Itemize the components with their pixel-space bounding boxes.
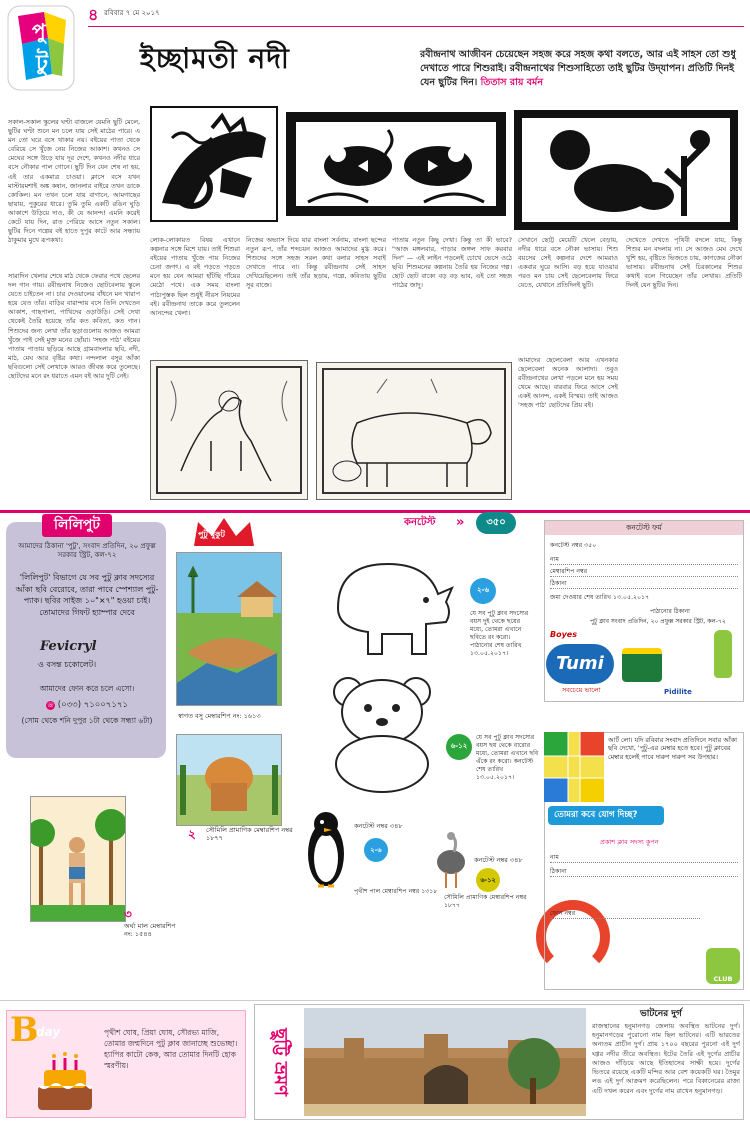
crown-label: পুটু মুকুট [198,530,225,539]
drawing-2 [176,734,282,826]
form-send-label: পাঠানোর ঠিকানা [650,608,690,615]
tumi-logo: Tumi [546,644,614,684]
article-col-7: আমাদের ছেলেবেলা আর এখনকার ছেলেবেলা অনেক আলাদা। তবুও রবীন্দ্রনাথের লেখা পড়লে মনে হয় সময় থেমে আছে। বারবার ফিরে আসে সেই একই আনন্দ, একই বিস্ময়। তাই আজও 'সহজ পাঠ' ছোটদের প্রিয় বই। [518,356,618,410]
travel-title: ভাটনের দুর্গ [640,1009,682,1019]
q1-text: যে সব পুটু ক্লাব সদস্যের বয়স দুই থেকে ছয়ের মধ্যে, তোমরা এখানে ছবিতে রং করো। পাঠানোর শেষ তারিখ ১৩.০৫.২০১৭। [470,610,529,658]
woodcut-birds [286,112,506,216]
fevicryl-logo: Fevicryl [40,639,97,654]
q2-text: যে সব পুটু ক্লাব সদস্যের বয়স ছয় থেকে বারোর মধ্যে, তোমরা এখানে ছবি এঁকে রং করো। কনটেস্ট শেষ তারিখ ১৩.০৫.২০১৭। [476,734,539,782]
article-intro: রবীন্দ্রনাথ আজীবন চেয়েছেন সহজ করে সহজ কথা বলতে, আর এই সাহস তো শুধু দেখাতে পারে শিশুরাই। রবীন্দ্রনাথের শিশুসাহিত্যে তাই ছুটির উদ্‌যাপন। প্রতিটি দিনই যেন ছুটির দিন। তিতাস রায় বর্মন [420,49,736,88]
bday-text: পৃথীশ ঘোষ, প্রিয়া ঘোষ, সৌরভ্য মাজি, তোমার জন্মদিনে পুটু ক্লাব জানাচ্ছে শুভেচ্ছা। হ্যাপির কাটো কেক, আর তোমার দিনটি হোক স্মরণীয়। [104,1028,238,1070]
drawing-3-number: ৩ [124,907,132,921]
club-address-field[interactable]: ঠিকানা [550,868,738,877]
lilliput-phone [14,700,160,711]
club-coupon: প্রকাশ ক্লাব সদস্য কুপন [600,838,659,846]
contest-number: ৩৫০ [476,512,516,534]
putu-logo [6,4,76,92]
result-2-label: কনটেস্ট নম্বর ৩৪৮ [474,856,523,864]
header [0,0,750,100]
article-author: তিতাস রায় বর্মন [480,76,544,88]
lilliput-call: আমাদের ফোন করে চলে এসো। [39,684,135,693]
travel-body: রাজস্থানের হনুমানগড় জেলায় অবস্থিত ভাটনের দুর্গ। হনুমানগড়ের পুরোনো নাম ছিল ভাটনের। এটি ভারতের অন্যতম প্রাচীন দুর্গ। প্রায় ১৭০০ বছরের পুরনো এই দুর্গ ঘগ্গর নদীর তীরে অবস্থিত। ইটের তৈরি এই দুর্গের প্রাচীর আজও দাঁড়িয়ে আছে ইতিহাসের সাক্ষী হয়ে। দুর্গের ভিতরে রয়েছে একটি মন্দির আর বেশ কয়েকটি ঘর। তৈমুর লঙ এই দুর্গ আক্রমণ করেছিলেন। পরে বিকানেরের রাজা এটি দখল করেন এবং দুর্গের নাম রাখেন হনুমানগড়। [592,1022,740,1095]
form-name[interactable]: নাম [550,556,738,565]
article-col-5: পাতায় নতুন কিছু দেখা। কিন্তু তা কী ভাবে? "আজ মঙ্গলবার, পাড়ার জঙ্গল সাফ করবার দিন" — এই লাইন পড়লেই চোখে ভেসে ওঠে ছবি। শিশুমনের কল্পনায় তৈরি হয় নিজের গল্প। ছোট ছোট বাক্যে বড় বড় ভাব, এই তো সহজ পাঠের জাদু। [392,236,512,290]
article-col-8: দেখেতে দেখতে পৃথিবী বদলে যায়, কিন্তু শিশুর মন বদলায় না। সে আজও মেঘ দেখে খুশি হয়, বৃষ্টিতে ভিজতে চায়, কাগজের নৌকা ভাসায়। রবীন্দ্রনাথ সেই চিরকালের শিশুর কথাই বলে গিয়েছেন তাঁর লেখায়। প্রতিটি দিনই যেন ছুটির দিন। [626,236,742,290]
glue-bottle-icon [714,630,732,678]
drawing-3-caption: অর্ঘ্য মাল মেম্বারশিপ নং: ১৫৪৪ [124,922,176,939]
svg-text:পু: পু [32,19,46,43]
coloring-rhino [318,548,458,662]
lilliput-body: 'লিলিপুট' বিভাগে যে সব পুটু ক্লাব সদস্যের আঁকা ছবি বেরোবে, তারা পাবে স্পেশ্যাল পুটু-প্যাক। ছবির সাইজ ১০"×৭" হওয়া চাই। তোমাদের গিফট হ্যাম্পার দেবে [15,573,159,617]
pidilite-logo: Pidilite [664,688,692,696]
lilliput-title: লিলিপুট [42,514,112,537]
club-body: আর্ট লো। যদি রবিবার সংবাদ প্রতিদিনে সবার আঁকা ছবি দেখো, 'পুটু-এর মেম্বার হতে হবে। পুটু ক্লাবের মেম্বার হলেই পাবে দারুণ দারুণ সব উপহার। [608,736,737,761]
club-question: তোমরা কবে যোগ দিচ্ছ? [548,806,664,825]
drawing-1-caption: স্বাগত বসু মেম্বারশিপ নং: ১৬১৩ [178,712,261,720]
tumi-tagline: সবচেয়ে ভালো [562,686,601,694]
club-logo: CLUB [706,948,740,984]
lilliput-phone-number: (০৩৩) ৭১০০৭১৭১ [57,700,128,710]
article-col-6: সেখানে ছোট্ট মেয়েটি খেলে বেড়ায়, নদীর ধারে বসে নৌকা ভাসায়। শিশু বয়সের সেই কল্পনার দেশে আমরাও একবার ঘুরে আসি। বড় হয়ে যাওয়ার পরও মন চায় সেই ছেলেবেলায় ফিরে যেতে, যেখানে প্রতিদিনই ছুটি। [518,236,618,290]
woodcut-child [514,106,738,234]
drawing-3 [30,796,126,922]
article-col-2: সারাদিন খেলার শেষে মাঠ থেকে ফেরার পথে ছেলের দল গান গায়। রবীন্দ্রনাথ নিজেও ছোটবেলায় স্কুলে যেতে চাইতেন না। চার দেওয়ালের বাঁধনে মন খারাপ হয়ে যেত তাঁর। বাড়ির বারান্দায় বসে তিনি দেখতেন আকাশ, গাছপালা, পাখিদের ওড়াউড়ি। সেই দেখা থেকেই তৈরি হয়েছে তাঁর কত কবিতা, কত গান। শিশুদের জন্য লেখা তাঁর ছড়াগুলোয় আজও আমরা খুঁজে পাই সেই মুক্ত মনের ছোঁয়া। 'সহজ পাঠ' বইয়ের পাতায় পাতায় ছড়িয়ে আছে গ্রামবাংলার ছবি, নদী, মাঠ, মেঘ আর বৃষ্টির কথা। নন্দলাল বসুর আঁকা ছবিগুলো সেই লেখাকে আরও জীবন্ত করে তুলেছে। ছোটদের মনে রং ধরাতে এমন বই আর দুটি নেই। [8,272,140,381]
article-col-1: সকাল-সকাল স্কুলের ঘণ্টা বাজলে যেমনি ছুটি মেলে, ছুটির ঘণ্টা শুনে মন চলে যায় সেই মাঠের পারে। এ মন তো ঘরে বসে থাকার নয়। বইয়ের পাতা থেকে বেরিয়ে সে খুঁজে নেয় নিজের আকাশ। কখনও সে মেঘের সঙ্গে উড়ে যায় দূর দেশে, কখনও নদীর ধারে বসে নৌকার পাল গোনে। ছুটি দিন যেন শেষ না হয়, এই তার একমাত্র চাওয়া। ক্লাসে বসে যখন মাস্টারমশাই অঙ্ক কষান, জানলার বাইরে তখন ডাকে কোকিল। মন তখন চলে যায় বাগানে, আমগাছের ছায়ায়, পুকুরের ধারে। তুমি তুমি একটি রঙিন ঘুড়ি আকাশে উড়িয়ে দাও, কী যে আনন্দ! এমনি করেই কেটে যায় দিন, রাত পেরিয়ে আসে নতুন সকাল। ছুটির দিনে গল্পের বই হাতে দুপুর কাটে আর সন্ধ্যায় ঠাকুমার মুখে রূপকথা। [8,118,140,245]
ostrich-drawing [434,832,468,890]
cake-icon [30,1046,100,1114]
ludo-board-icon [544,732,604,802]
form-deadline: জমা দেওয়ার শেষ তারিখ ১৩.০৫.২০১৭ [550,594,650,601]
phone-icon: ☏ [46,702,55,709]
q1-badge: ২-৬ [470,578,496,604]
sketch-deer [150,360,308,500]
form-send-address: পুটু ক্লাব সংবাদ প্রতিদিন, ২০ প্রফুল্ল সরকার স্ট্রিট, কল-৭২ [590,618,726,625]
bday-letter-b: B [10,1010,39,1050]
form-contest-no: কনটেস্ট নম্বর ৩৫০ [550,542,597,549]
lilliput-hours: (সোম থেকে শনি দুপুর ১টা থেকে সন্ধ্যা ৬টা) [21,716,153,725]
footer-rule [0,1000,750,1001]
result-2-badge: ৬-১২ [476,868,500,892]
q2-badge: ৬-১২ [446,734,472,760]
coloring-bear [320,668,444,796]
page-date: রবিবার ৭ মে ২০১৭ [104,9,160,17]
fevicryl-jar-icon [622,648,662,682]
header-rule [88,26,744,27]
lilliput-chocolate: ও বসন্ত চকোলেট। [38,660,97,669]
boyes-logo: Boyes [550,630,577,639]
contest-arrow-icon: » [456,515,465,530]
form-member[interactable]: মেম্বারশিপ নম্বর [550,568,738,577]
article-col-3: লোক-লোকায়ত বিষয় এখানে কল্পনার সঙ্গে মিশে যায়। তাই শিশুরা বইয়ের পাতায় খুঁজে পায় নিজের চেনা জগৎ। এ বই পড়তে পড়তে মনে হয় যেন আমরা হাঁটছি গাঁয়ের মেঠো পথে। এক সময় বাংলা পাঠ্যপুস্তক ছিল শুধুই নীরস নিয়মের বই। রবীন্দ্রনাথ তাকে করে তুললেন আনন্দের খেলা। [150,236,240,317]
lilliput-address: আমাদের ঠিকানা 'পুটু', সংবাদ প্রতিদিন, ২০ প্রফুল্ল সরকার স্ট্রিট, কল-৭২ [18,542,156,560]
article-col-4: নিজের অভ্যাস দিয়ে যার বাংলা সর্বনাম, বাংলা ছন্দের নতুন রূপ, তাঁর শব্দচয়ন আজও আমাদের মুগ্ধ করে। শিশুদের সঙ্গে সহজ সরল কথা বলার সাহস সবাই দেখাতে পারে না। কিন্তু রবীন্দ্রনাথ সেই সাহস দেখিয়েছিলেন। তাই তাঁর ছড়ায়, গল্পে, কবিতায় ছুটির সুর বাজে। [246,236,386,290]
page-number: ৪ [88,5,99,24]
drawing-2-caption: সৌমিলি প্রামাণিক মেম্বারশিপ নম্বর ১৮৭৭ [206,826,293,843]
result-1-name: পৃথীশ পাল মেম্বারশিপ নম্বর ১৩১৮ [354,888,438,895]
travel-vertical-text: ছুট্টি ভ্রমণ [270,1028,292,1096]
result-1-label: কনটেস্ট নম্বর ৩৪৮ [354,822,403,830]
club-name-field[interactable]: নাম [550,854,738,863]
bday-day: day [36,1025,61,1039]
fort-photo [304,1008,586,1116]
result-1-badge: ২-৬ [364,838,388,862]
result-2-name: সৌমিলি প্রামাণিক মেম্বারশিপ নম্বর ১৮৭৭ [444,894,527,910]
article-title: ইচ্ছামতী নদী [140,42,290,75]
contest-title: কনটেস্ট [404,517,436,528]
club-phone-field[interactable]: ফোন নম্বর [550,910,700,919]
section-divider [0,510,750,513]
sketch-cow [316,362,512,500]
svg-text:টু: টু [36,51,48,76]
drawing-2-number: ২ [188,827,196,841]
travel-vertical-title [258,1010,302,1114]
contest-form-title: কনটেস্ট ফর্ম [545,521,743,535]
drawing-1 [176,552,282,706]
form-address[interactable]: ঠিকানা [550,580,738,589]
woodcut-chariot [150,106,278,222]
penguin-drawing [304,806,348,890]
